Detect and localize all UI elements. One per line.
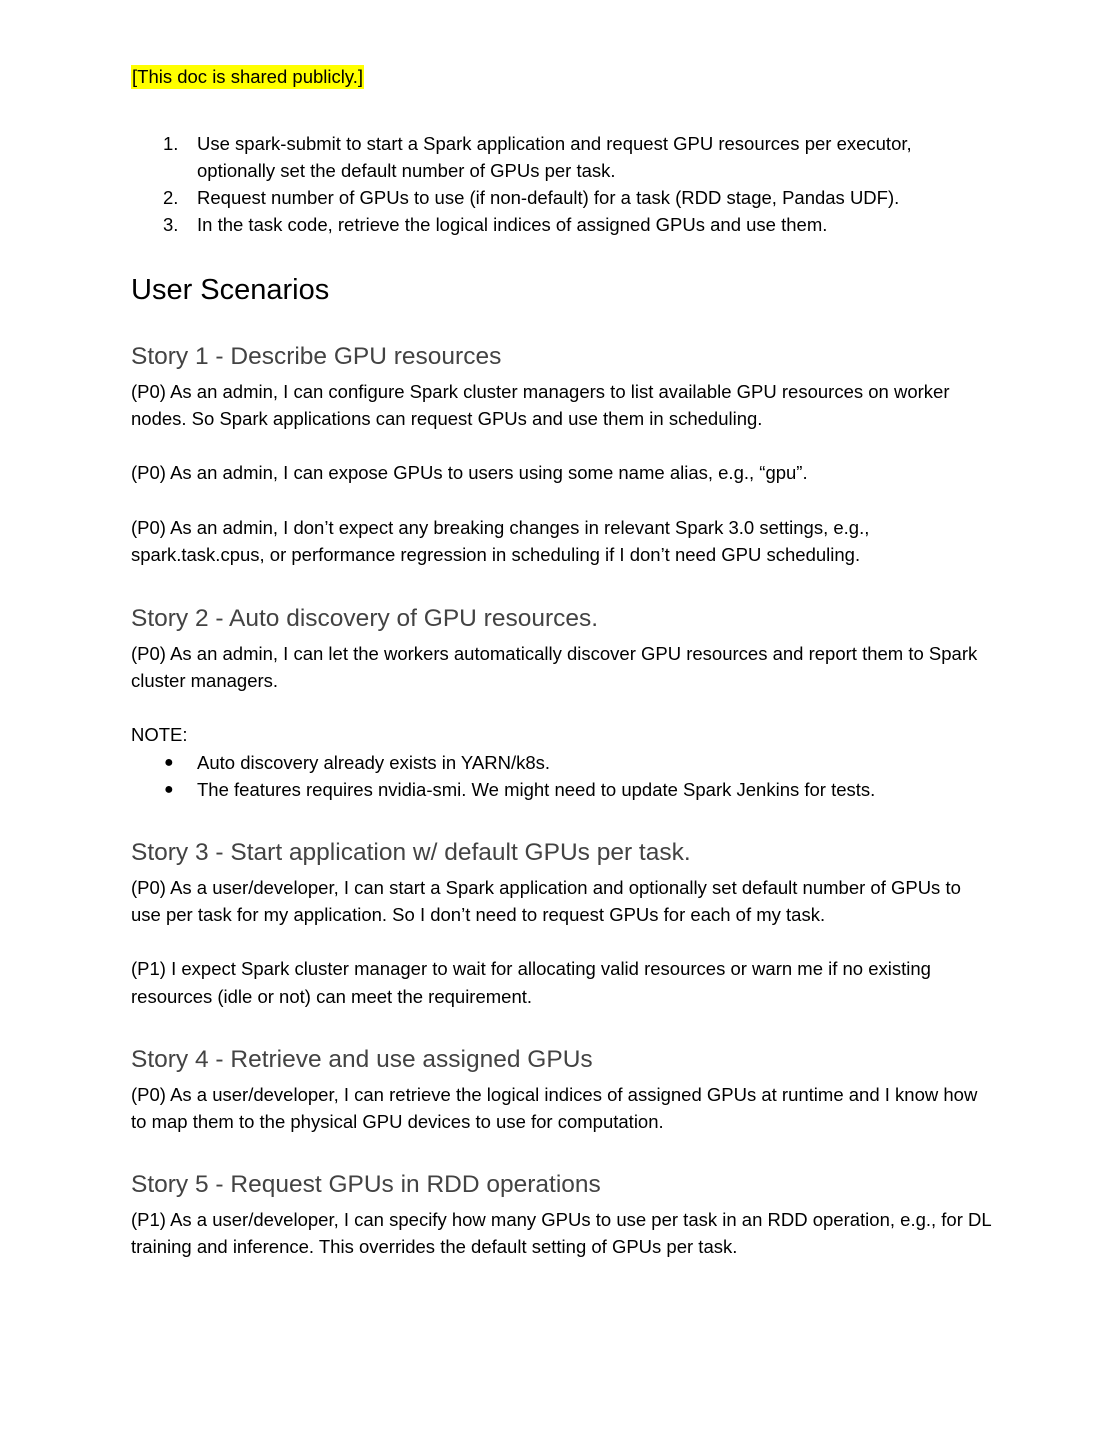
- list-item: [131, 749, 991, 776]
- list-item-text: Auto discovery already exists in YARN/k8s.: [197, 751, 551, 773]
- list-item-text: The features requires nvidia-smi. We might need to update Spark Jenkins for tests.: [197, 778, 876, 800]
- shared-publicly-banner: [This doc is shared publicly.]: [132, 66, 364, 87]
- list-item: [131, 776, 991, 803]
- story-2: [131, 603, 991, 803]
- list-number: 3.: [163, 214, 179, 235]
- list-item-text: Request number of GPUs to use (if non-default) for a task (RDD stage, Pandas UDF).: [197, 187, 900, 208]
- story-paragraph: (P1) I expect Spark cluster manager to wait for allocating valid resources or warn me if no existing resources (idle or not) can meet the requirement.: [131, 958, 931, 1007]
- story-paragraph: (P0) As an admin, I can configure Spark cluster managers to list available GPU resources on worker nodes. So Spark applications can request GPUs and use them in scheduling.: [131, 381, 950, 430]
- story-paragraph: (P0) As an admin, I don’t expect any breaking changes in relevant Spark 3.0 settings, e.g., spark.task.cpus, or performance regression in scheduling if I don’t need GPU scheduling.: [131, 516, 870, 565]
- list-number: 2.: [163, 187, 179, 208]
- story-title: Story 1 - Describe GPU resources: [131, 343, 502, 370]
- notes-list: [131, 749, 991, 803]
- story-1: [131, 341, 991, 568]
- section-title: User Scenarios: [131, 274, 330, 306]
- story-paragraph: (P0) As a user/developer, I can retrieve the logical indices of assigned GPUs at runtime and I know how to map them to the physical GPU devices to use for computation.: [131, 1084, 978, 1133]
- bullet-icon: ●: [164, 780, 174, 798]
- story-title: Story 2 - Auto discovery of GPU resources.: [131, 605, 599, 632]
- story-paragraph: (P0) As a user/developer, I can start a Spark application and optionally set default number of GPUs to use per task for my application. So I don’t need to request GPUs for each of my task.: [131, 877, 961, 926]
- list-item: [131, 211, 991, 238]
- list-number: 1.: [163, 133, 179, 154]
- steps-list: [131, 130, 991, 238]
- story-paragraph: (P0) As an admin, I can expose GPUs to users using some name alias, e.g., “gpu”.: [131, 462, 808, 484]
- story-4: [131, 1044, 991, 1135]
- story-5: [131, 1169, 991, 1260]
- list-item-text: Use spark-submit to start a Spark application and request GPU resources per executor, optionally set the default number of GPUs per task.: [197, 133, 912, 181]
- story-paragraph: (P1) As a user/developer, I can specify how many GPUs to use per task in an RDD operation, e.g., for DL training and inference. This overrides the default setting of GPUs per task.: [131, 1209, 991, 1258]
- bullet-icon: ●: [164, 753, 174, 771]
- list-item: [131, 184, 991, 211]
- list-item-text: In the task code, retrieve the logical indices of assigned GPUs and use them.: [197, 214, 828, 235]
- story-3: [131, 837, 991, 1010]
- story-title: Story 5 - Request GPUs in RDD operations: [131, 1171, 601, 1198]
- story-title: Story 3 - Start application w/ default GPUs per task.: [131, 839, 691, 866]
- list-item: [131, 130, 991, 184]
- note-label: NOTE:: [131, 724, 188, 746]
- story-paragraph: (P0) As an admin, I can let the workers automatically discover GPU resources and report them to Spark cluster managers.: [131, 643, 978, 692]
- story-title: Story 4 - Retrieve and use assigned GPUs: [131, 1046, 593, 1073]
